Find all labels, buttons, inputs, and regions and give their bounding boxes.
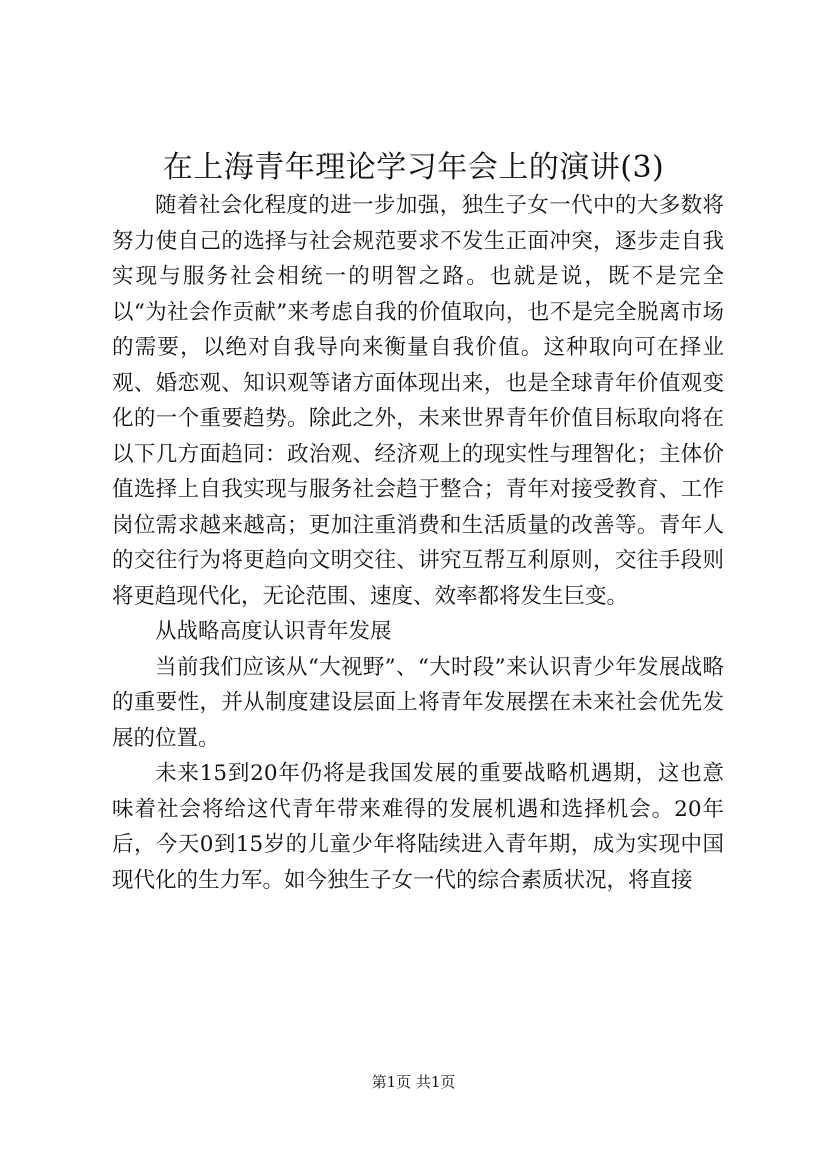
document-title: 在上海青年理论学习年会上的演讲(3)	[162, 150, 665, 185]
document-body	[112, 188, 724, 898]
paragraph: 未来15到20年仍将是我国发展的重要战略机遇期，这也意味着社会将给这代青年带来难得的发展机遇和选择机会。20年后，今天0到15岁的儿童少年将陆续进入青年期，成为实现中国现代化的生力军。如今独生子女一代的综合素质状况，将直接	[112, 761, 724, 893]
section-heading: 从战略高度认识青年发展	[155, 619, 392, 644]
page-footer: 第1页 共1页	[371, 1073, 456, 1091]
paragraph: 随着社会化程度的进一步加强，独生子女一代中的大多数将努力使自己的选择与社会规范要求不发生正面冲突，逐步走自我实现与服务社会相统一的明智之路。也就是说，既不是完全以“为社会作贡献”来考虑自我的价值取向，也不是完全脱离市场的需要，以绝对自我导向来衡量自我价值。这种取向可在择业观、婚恋观、知识观等诸方面体现出来，也是全球青年价值观变化的一个重要趋势。除此之外，未来世界青年价值目标取向将在以下几方面趋同：政治观、经济观上的现实性与理智化；主体价值选择上自我实现与服务社会趋于整合；青年对接受教育、工作岗位需求越来越高；更加注重消费和生活质量的改善等。青年人的交往行为将更趋向文明交往、讲究互帮互利原则，交往手段则将更趋现代化，无论范围、速度、效率都将发生巨变。	[112, 193, 724, 609]
paragraph: 当前我们应该从“大视野”、“大时段”来认识青少年发展战略的重要性，并从制度建设层面上将青年发展摆在未来社会优先发展的位置。	[112, 654, 724, 751]
